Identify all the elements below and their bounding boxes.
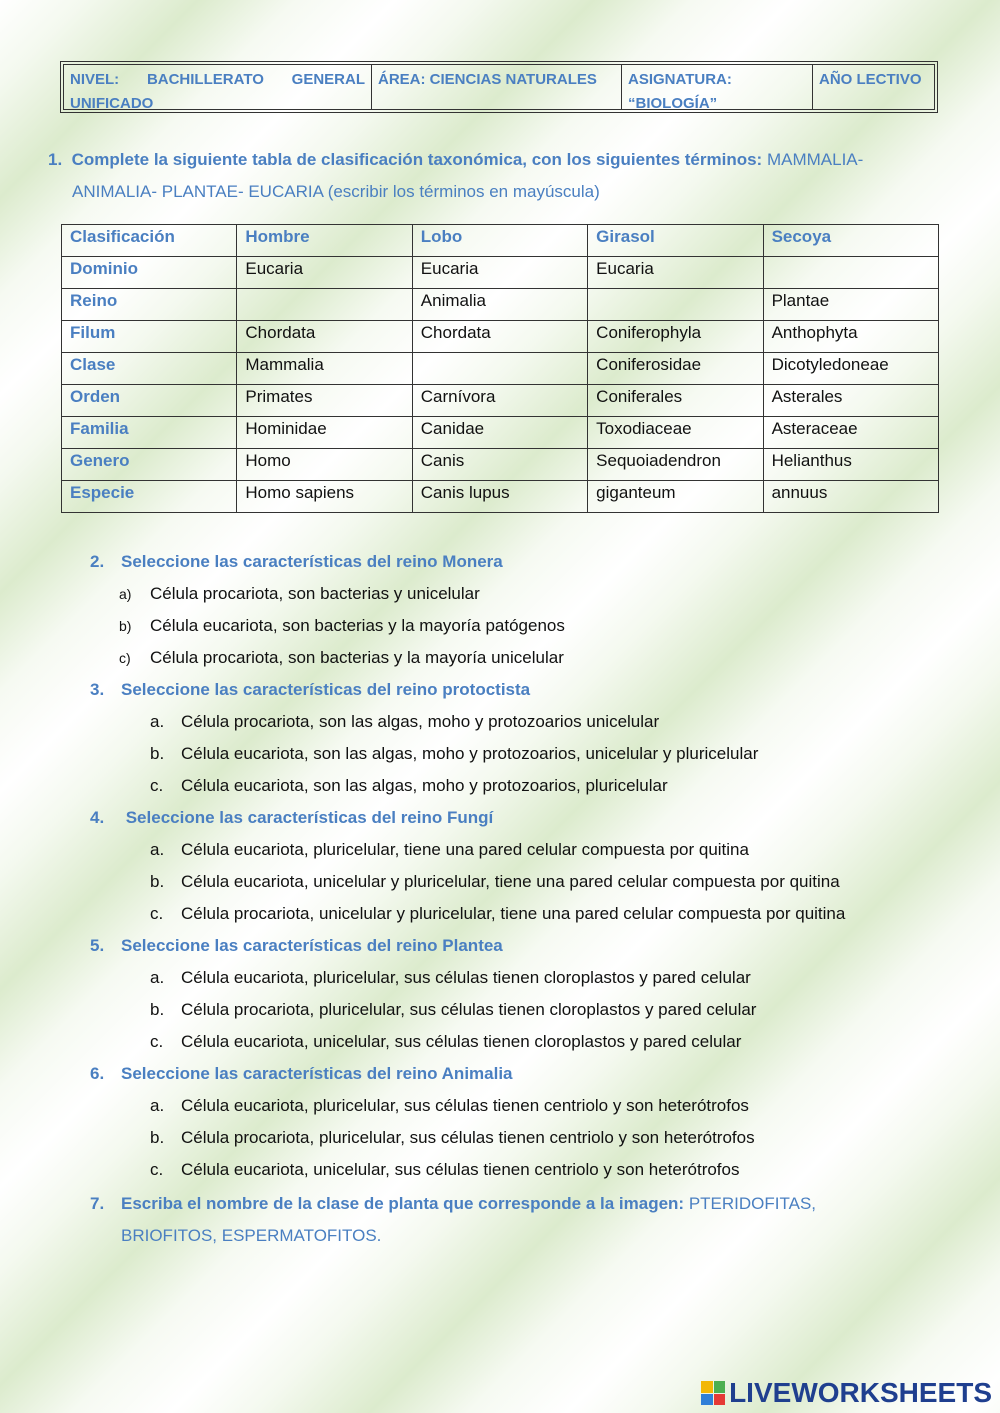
table-cell[interactable]: [588, 289, 763, 321]
questions-list: [90, 548, 970, 1252]
table-row-label: Dominio: [62, 257, 237, 289]
option-letter: a.: [150, 712, 165, 731]
option-letter: c.: [150, 1160, 164, 1179]
question-terms: MAMMALIA-: [766, 150, 864, 169]
table-cell: Homo sapiens: [237, 481, 412, 513]
logo-square: [714, 1381, 726, 1393]
table-row: [62, 481, 939, 513]
table-row-label: Familia: [62, 417, 237, 449]
option-letter: a.: [150, 968, 165, 987]
header-nivel-label: NIVEL:: [70, 71, 120, 88]
option-text: Célula procariota, son bacterias y unicelular: [150, 584, 480, 603]
table-cell: Hominidae: [237, 417, 412, 449]
option-letter: a.: [150, 840, 165, 859]
question-title: [90, 548, 970, 580]
option-letter: c.: [150, 1032, 164, 1051]
header-nivel: [64, 65, 372, 112]
question-number: 4.: [90, 808, 105, 827]
answer-option[interactable]: [90, 1028, 970, 1060]
table-row-label: Genero: [62, 449, 237, 481]
option-text: Célula eucariota, unicelular y pluricelular, tiene una pared celular compuesta por quitina: [181, 872, 840, 891]
header-area: ÁREA: CIENCIAS NATURALES: [372, 65, 622, 109]
option-letter: c.: [150, 904, 164, 923]
table-cell: Carnívora: [412, 385, 587, 417]
answer-option[interactable]: [90, 996, 970, 1028]
table-cell: Canidae: [412, 417, 587, 449]
option-text: Célula eucariota, son las algas, moho y protozoarios, pluricelular: [181, 776, 668, 795]
table-cell: Chordata: [412, 321, 587, 353]
table-row: [62, 449, 939, 481]
table-header-cell: Hombre: [237, 225, 412, 257]
table-cell[interactable]: [237, 289, 412, 321]
header-nivel-word: BACHILLERATO: [146, 71, 264, 88]
table-cell[interactable]: [412, 353, 587, 385]
table-row: [62, 417, 939, 449]
answer-option[interactable]: [90, 580, 970, 612]
table-cell: giganteum: [588, 481, 763, 513]
answer-option[interactable]: [90, 772, 970, 804]
question-number: 3.: [90, 680, 105, 699]
option-text: Célula procariota, son bacterias y la mayoría unicelular: [150, 648, 564, 667]
table-cell: Mammalia: [237, 353, 412, 385]
question-terms: PTERIDOFITAS,: [688, 1194, 817, 1213]
table-cell: Canis lupus: [412, 481, 587, 513]
header-box: [60, 61, 938, 113]
option-text: Célula eucariota, pluricelular, tiene una pared celular compuesta por quitina: [181, 840, 749, 859]
liveworksheets-logo-icon: [701, 1381, 725, 1405]
table-header-row: [62, 225, 939, 257]
answer-option[interactable]: [90, 868, 970, 900]
option-letter: b.: [150, 1128, 165, 1147]
question-number: 6.: [90, 1064, 105, 1083]
question-terms-line2: ANIMALIA- PLANTAE- EUCARIA (escribir los términos en mayúscula): [72, 182, 600, 201]
option-text: Célula eucariota, son bacterias y la mayoría patógenos: [150, 616, 565, 635]
option-text: Célula eucariota, pluricelular, sus células tienen cloroplastos y pared celular: [181, 968, 751, 987]
question-title: [90, 804, 970, 836]
table-row-label: Clase: [62, 353, 237, 385]
header-asignatura-line1: ASIGNATURA:: [628, 71, 732, 88]
answer-option[interactable]: [90, 836, 970, 868]
option-letter: a): [119, 586, 132, 602]
table-row-label: Reino: [62, 289, 237, 321]
table-cell: Animalia: [412, 289, 587, 321]
table-cell: Eucaria: [588, 257, 763, 289]
table-row: [62, 385, 939, 417]
question-title-text: Seleccione las características del reino Fungí: [121, 808, 494, 827]
brand-name: LIVEWORKSHEETS: [729, 1377, 992, 1408]
question-title: [90, 676, 970, 708]
question-number: 5.: [90, 936, 105, 955]
table-row-label: Orden: [62, 385, 237, 417]
answer-option[interactable]: [90, 612, 970, 644]
logo-square: [701, 1381, 713, 1393]
table-cell: Sequoiadendron: [588, 449, 763, 481]
answer-option[interactable]: [90, 1124, 970, 1156]
question-number: 2.: [90, 552, 105, 571]
table-cell: Anthophyta: [763, 321, 938, 353]
question-title: [90, 1060, 970, 1092]
table-cell: Asterales: [763, 385, 938, 417]
option-letter: b.: [150, 872, 165, 891]
answer-option[interactable]: [90, 708, 970, 740]
option-letter: a.: [150, 1096, 165, 1115]
question-number: 1.: [48, 150, 63, 169]
answer-option[interactable]: [90, 964, 970, 996]
question-terms-line2: BRIOFITOS, ESPERMATOFITOS.: [121, 1226, 382, 1245]
header-nivel-word: GENERAL: [291, 71, 365, 88]
header-asignatura-line2: “BIOLOGÍA”: [628, 95, 718, 112]
table-cell: Primates: [237, 385, 412, 417]
table-cell: Coniferophyla: [588, 321, 763, 353]
table-cell: Plantae: [763, 289, 938, 321]
liveworksheets-brand[interactable]: [701, 1378, 992, 1408]
table-header-cell: Secoya: [763, 225, 938, 257]
option-text: Célula eucariota, pluricelular, sus células tienen centriolo y son heterótrofos: [181, 1096, 749, 1115]
taxonomy-table: [61, 224, 939, 513]
header-asignatura: [622, 65, 813, 112]
table-row: [62, 257, 939, 289]
option-text: Célula eucariota, unicelular, sus células tienen centriolo y son heterótrofos: [181, 1160, 740, 1179]
question-7: [90, 1188, 970, 1252]
logo-square: [701, 1394, 713, 1406]
option-letter: b.: [150, 1000, 165, 1019]
table-cell: Toxodiaceae: [588, 417, 763, 449]
option-text: Célula procariota, pluricelular, sus células tienen cloroplastos y pared celular: [181, 1000, 757, 1019]
table-cell: Helianthus: [763, 449, 938, 481]
header-nivel-line2: UNIFICADO: [70, 95, 154, 112]
answer-option[interactable]: [90, 900, 970, 932]
table-row: [62, 289, 939, 321]
question-title-text: Seleccione las características del reino Plantea: [121, 936, 503, 955]
logo-square: [714, 1394, 726, 1406]
header-ano-lectivo: AÑO LECTIVO: [819, 71, 922, 88]
question-title: Escriba el nombre de la clase de planta que corresponde a la imagen:: [121, 1194, 685, 1213]
table-row-label: Especie: [62, 481, 237, 513]
table-cell: Homo: [237, 449, 412, 481]
table-header-cell: Clasificación: [62, 225, 237, 257]
question-title: [90, 932, 970, 964]
question-1: [48, 144, 948, 208]
option-text: Célula procariota, son las algas, moho y protozoarios unicelular: [181, 712, 660, 731]
option-letter: c.: [150, 776, 164, 795]
table-cell[interactable]: [763, 257, 938, 289]
question-title: Complete la siguiente tabla de clasificación taxonómica, con los siguientes términos:: [71, 150, 763, 169]
option-letter: b.: [150, 744, 165, 763]
table-cell: Coniferales: [588, 385, 763, 417]
table-cell: Eucaria: [412, 257, 587, 289]
option-letter: b): [119, 618, 132, 634]
option-text: Célula procariota, pluricelular, sus células tienen centriolo y son heterótrofos: [181, 1128, 755, 1147]
table-row-label: Filum: [62, 321, 237, 353]
question-title-text: Seleccione las características del reino Animalia: [121, 1064, 513, 1083]
table-cell: Canis: [412, 449, 587, 481]
option-text: Célula eucariota, son las algas, moho y protozoarios, unicelular y pluricelular: [181, 744, 759, 763]
option-text: Célula eucariota, unicelular, sus células tienen cloroplastos y pared celular: [181, 1032, 742, 1051]
table-header-cell: Girasol: [588, 225, 763, 257]
table-cell: Asteraceae: [763, 417, 938, 449]
question-number: 7.: [90, 1194, 105, 1213]
option-text: Célula procariota, unicelular y pluricelular, tiene una pared celular compuesta por quitina: [181, 904, 846, 923]
answer-option[interactable]: [90, 1156, 970, 1188]
answer-option[interactable]: [90, 740, 970, 772]
answer-option[interactable]: [90, 644, 970, 676]
answer-option[interactable]: [90, 1092, 970, 1124]
question-title-text: Seleccione las características del reino Monera: [121, 552, 503, 571]
table-cell: Chordata: [237, 321, 412, 353]
option-letter: c): [119, 650, 131, 666]
table-row: [62, 321, 939, 353]
table-cell: Dicotyledoneae: [763, 353, 938, 385]
table-cell: annuus: [763, 481, 938, 513]
table-cell: Eucaria: [237, 257, 412, 289]
table-cell: Coniferosidae: [588, 353, 763, 385]
table-row: [62, 353, 939, 385]
table-header-cell: Lobo: [412, 225, 587, 257]
question-title-text: Seleccione las características del reino protoctista: [121, 680, 531, 699]
